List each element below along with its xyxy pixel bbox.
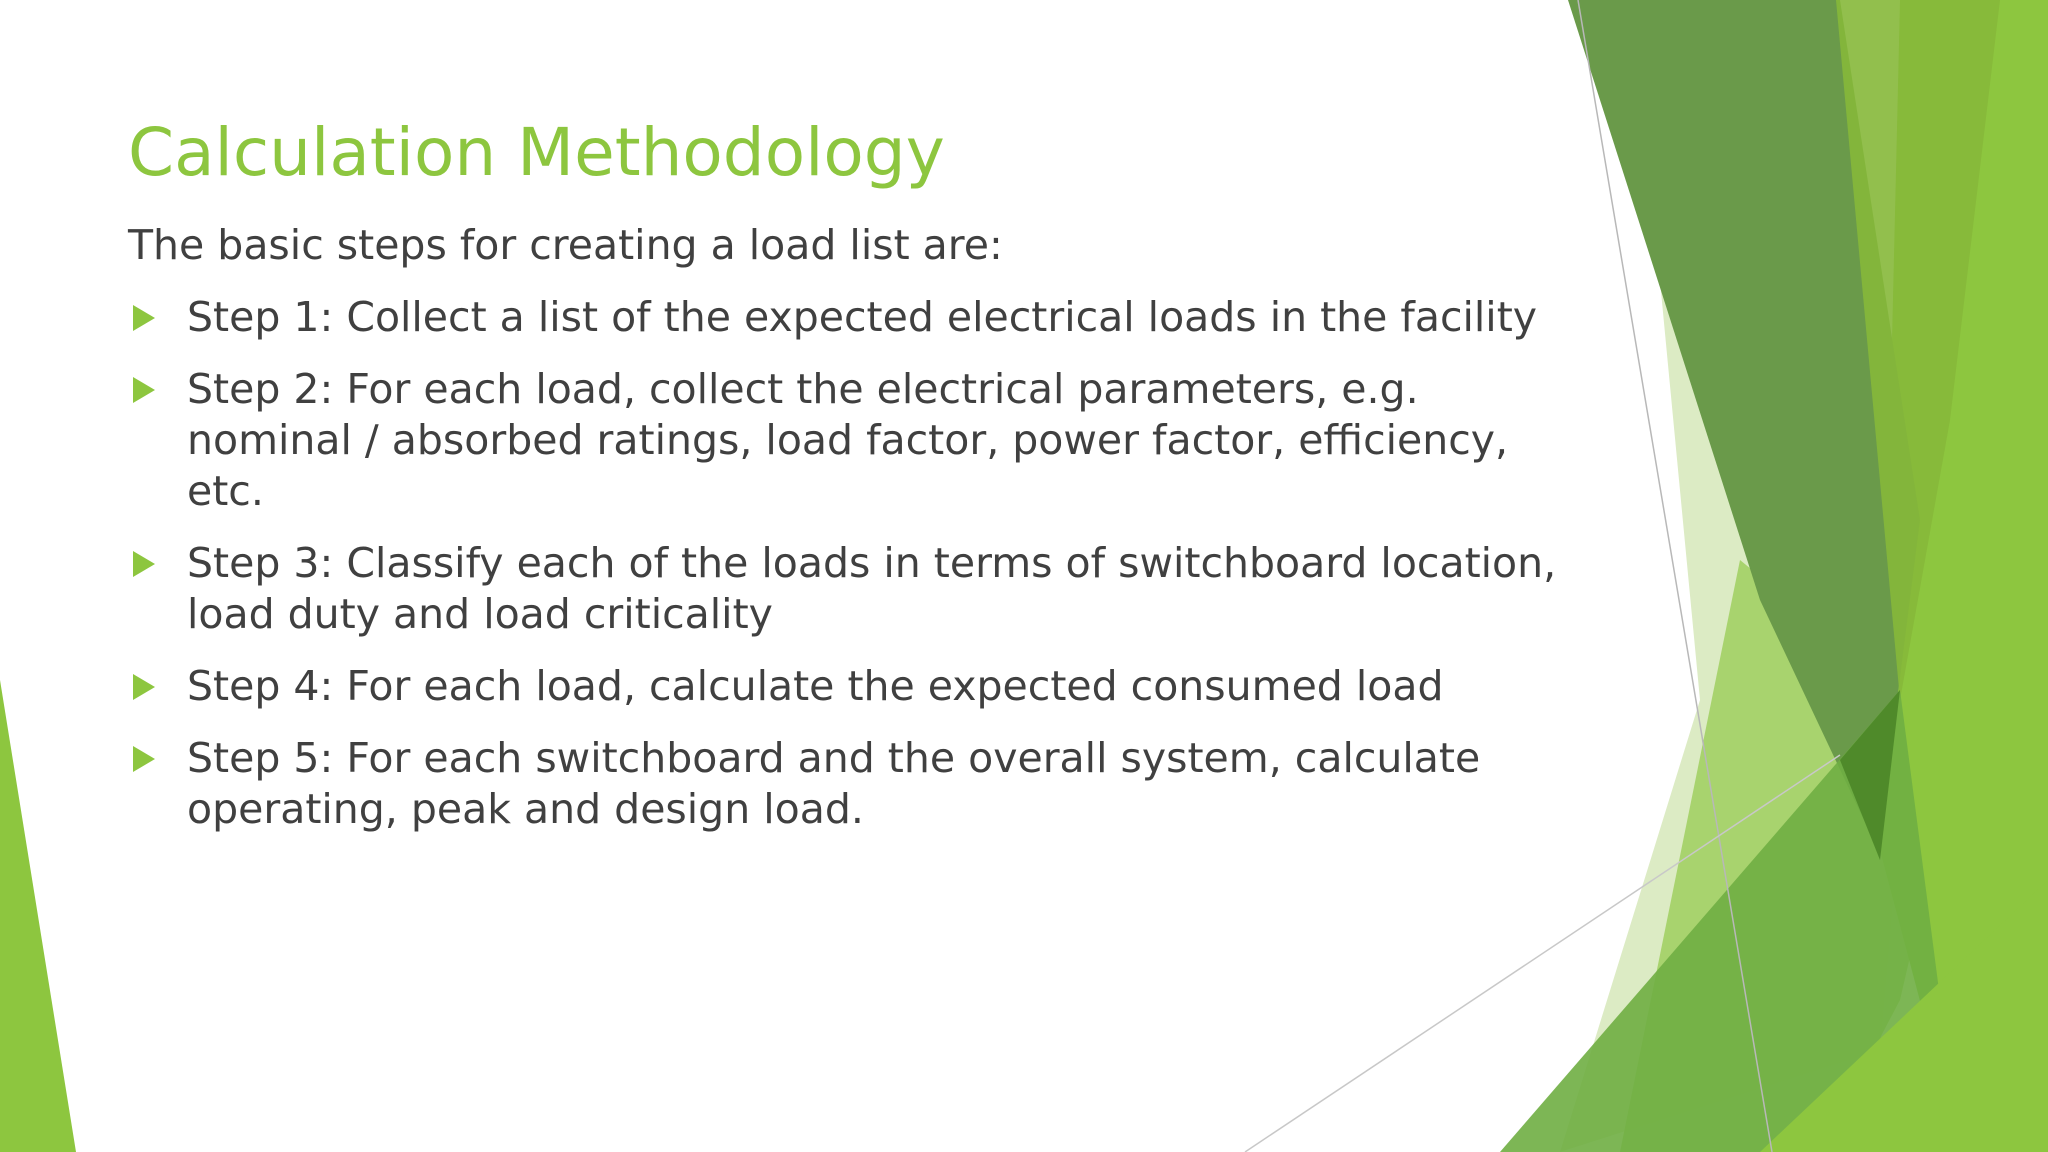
triangle-right-icon	[133, 551, 155, 577]
step-text: Step 1: Collect a list of the expected electrical loads in the facility	[187, 293, 1538, 341]
intro-text: The basic steps for creating a load list are:	[128, 221, 1003, 269]
list-item	[128, 538, 1578, 640]
triangle-right-icon	[133, 377, 155, 403]
steps-list	[128, 292, 1578, 856]
triangle-right-icon	[133, 305, 155, 331]
list-item	[128, 292, 1578, 343]
list-item	[128, 733, 1578, 835]
triangle-right-icon	[133, 674, 155, 700]
step-text: Step 5: For each switchboard and the overall system, calculate operating, peak and design load.	[187, 734, 1481, 833]
list-item	[128, 364, 1578, 517]
step-text: Step 2: For each load, collect the electrical parameters, e.g. nominal / absorbed ratings, load factor, power factor, efficiency, etc.	[187, 365, 1509, 515]
slide-title: Calculation Methodology	[128, 114, 945, 191]
triangle-right-icon	[133, 746, 155, 772]
list-item	[128, 661, 1578, 712]
step-text: Step 3: Classify each of the loads in terms of switchboard location, load duty and load criticality	[187, 539, 1557, 638]
left-green-sliver	[0, 680, 76, 1152]
step-text: Step 4: For each load, calculate the expected consumed load	[187, 662, 1444, 710]
